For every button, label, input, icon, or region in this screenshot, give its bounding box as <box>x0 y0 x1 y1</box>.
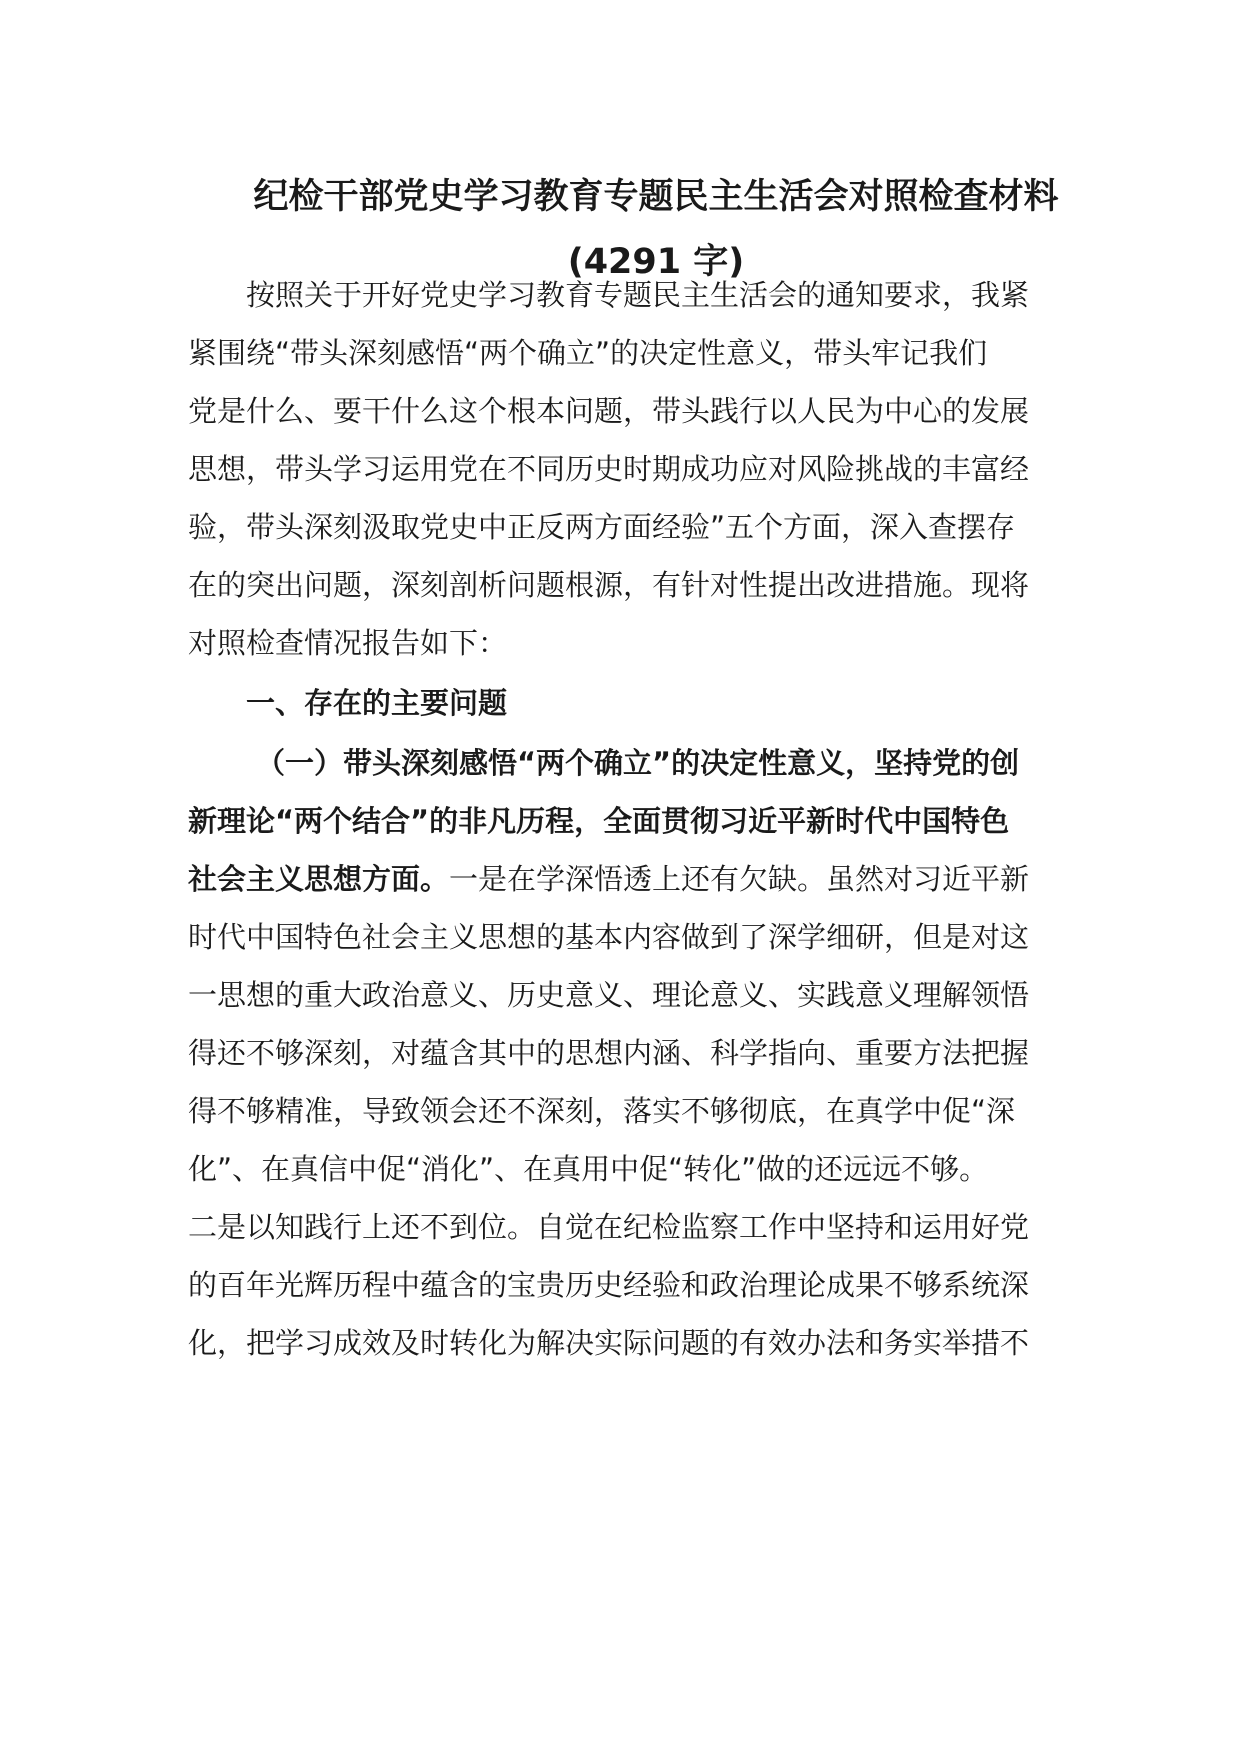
subsection-heading: （一）带头深刻感悟“两个确立”的决定性意义，坚持党的创 <box>256 746 1020 780</box>
paragraph-line: 时代中国特色社会主义思想的基本内容做到了深学细研，但是对这 <box>188 920 1030 954</box>
document-title: 纪检干部党史学习教育专题民主生活会对照检查材料 <box>253 177 1059 217</box>
paragraph-line: 紧围绕“带头深刻感悟“两个确立”的决定性意义，带头牢记我们 <box>188 336 988 370</box>
paragraph-line: 思想，带头学习运用党在不同历史时期成功应对风险挑战的丰富经 <box>188 452 1030 486</box>
paragraph-text: 一是在学深悟透上还有欠缺。虽然对习近平新 <box>449 862 1030 896</box>
paragraph-line: 对照检查情况报告如下： <box>188 626 508 660</box>
document-title-wordcount: (4291 字) <box>567 242 745 282</box>
section-heading: 一、存在的主要问题 <box>246 686 508 720</box>
paragraph-line: 党是什么、要干什么这个根本问题，带头践行以人民为中心的发展 <box>188 394 1030 428</box>
paragraph-line: 在的突出问题，深刻剖析问题根源，有针对性提出改进措施。现将 <box>188 568 1030 602</box>
paragraph-line: 的百年光辉历程中蕴含的宝贵历史经验和政治理论成果不够系统深 <box>188 1268 1030 1302</box>
paragraph-line: 得还不够深刻，对蕴含其中的思想内涵、科学指向、重要方法把握 <box>188 1036 1030 1070</box>
subsection-heading-line: 新理论“两个结合”的非凡历程，全面贯彻习近平新时代中国特色 <box>188 804 1010 838</box>
paragraph-line: 验，带头深刻汲取党史中正反两方面经验”五个方面，深入查摆存 <box>188 510 1016 544</box>
paragraph-line: 化”、在真信中促“消化”、在真用中促“转化”做的还远远不够。 <box>188 1152 989 1186</box>
subsection-heading-end: 社会主义思想方面。 <box>188 862 450 896</box>
paragraph-line: 得不够精准，导致领会还不深刻，落实不够彻底，在真学中促“深 <box>188 1094 1016 1128</box>
paragraph-line: 一思想的重大政治意义、历史意义、理论意义、实践意义理解领悟 <box>188 978 1030 1012</box>
paragraph-line: 按照关于开好党史学习教育专题民主生活会的通知要求，我紧 <box>246 278 1030 312</box>
paragraph-line: 化，把学习成效及时转化为解决实际问题的有效办法和务实举措不 <box>188 1326 1030 1360</box>
paragraph-line: 二是以知践行上还不到位。自觉在纪检监察工作中坚持和运用好党 <box>188 1210 1030 1244</box>
paragraph-line <box>188 857 1048 901</box>
